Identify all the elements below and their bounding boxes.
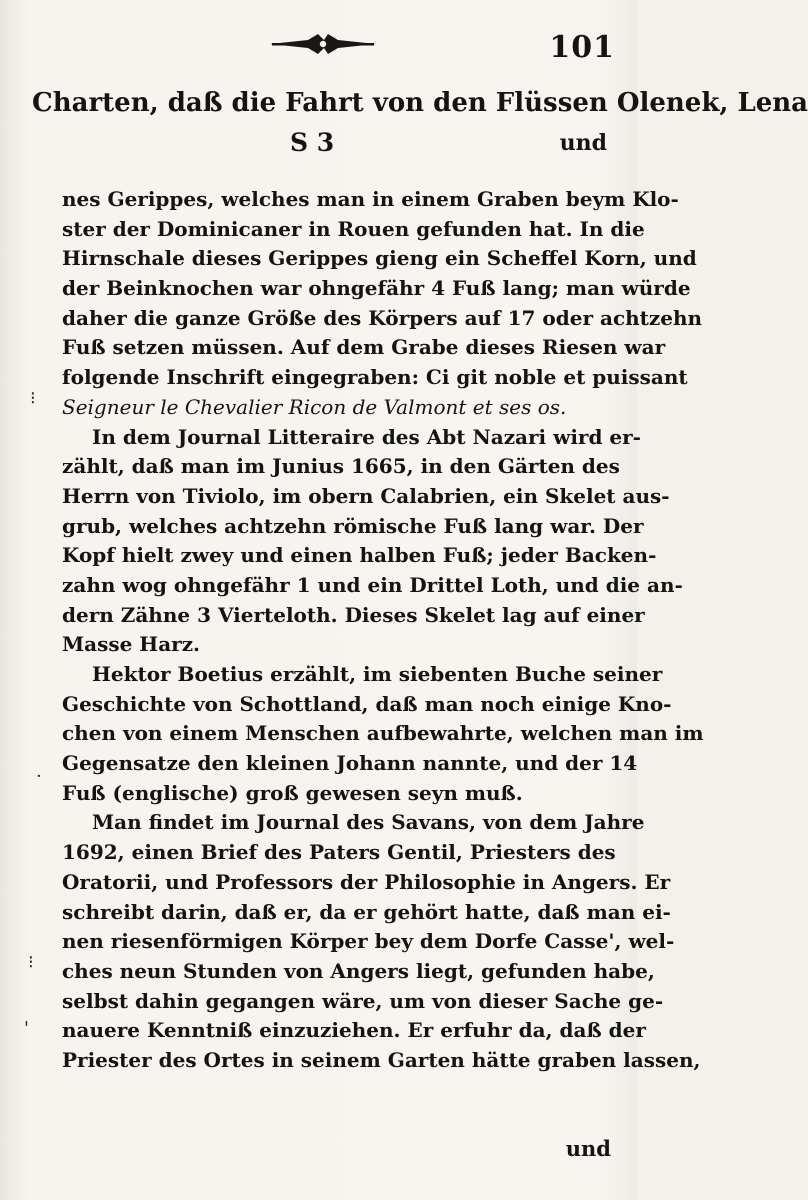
header-line: Charten, daß die Fahrt von den Flüssen Olenek, Lena <box>32 88 808 118</box>
text-line: nen riesenförmigen Körper bey dem Dorfe Casse', wel- <box>62 929 675 954</box>
text-line: Hirnschale dieses Gerippes gieng ein Scheffel Korn, und <box>62 246 697 271</box>
catchword-top: und <box>559 130 607 156</box>
text-line: grub, welches achtzehn römische Fuß lang war. Der <box>62 513 644 538</box>
text-line: Geschichte von Schottland, daß man noch einige Kno- <box>62 691 672 716</box>
text-line: zählt, daß man im Junius 1665, in den Gärten des <box>62 454 620 479</box>
margin-speck: ⁝ <box>30 388 36 409</box>
text-line: daher die ganze Größe des Körpers auf 17 oder achtzehn <box>62 305 703 330</box>
signature-mark: S 3 <box>290 128 335 157</box>
text-line: Masse Harz. <box>62 632 201 657</box>
text-line: folgende Inschrift eingegraben: Ci git noble et puissant <box>62 365 688 390</box>
margin-speck: · <box>36 766 42 787</box>
text-line: Hektor Boetius erzählt, im siebenten Buche seiner <box>92 662 663 686</box>
text-line: schreibt darin, daß er, da er gehört hatte, daß man ei- <box>62 899 671 924</box>
ornament-icon <box>268 30 378 58</box>
text-line: ches neun Stunden von Angers liegt, gefunden habe, <box>62 958 655 983</box>
text-line: chen von einem Menschen aufbewahrte, welchen man im <box>62 721 704 746</box>
text-line: zahn wog ohngefähr 1 und ein Drittel Loth, und die an- <box>62 572 683 597</box>
margin-speck: ⁝ <box>28 952 34 973</box>
text-line: ster der Dominicaner in Rouen gefunden hat. In die <box>62 216 645 241</box>
text-line: Fuß (englische) groß gewesen seyn muß. <box>62 780 523 805</box>
text-line: Fuß setzen müssen. Auf dem Grabe dieses Riesen war <box>62 335 666 360</box>
text-line: Priester des Ortes in seinem Garten hätte graben lassen, <box>62 1047 701 1072</box>
text-line: nes Gerippes, welches man in einem Graben beym Klo- <box>62 187 679 211</box>
text-line: Seigneur le Chevalier Ricon de Valmont et ses os. <box>62 394 567 419</box>
text-line: Kopf hielt zwey und einen halben Fuß; jeder Backen- <box>62 543 657 568</box>
margin-speck: ' <box>24 1018 29 1039</box>
text-line: der Beinknochen war ohngefähr 4 Fuß lang; man würde <box>62 276 691 301</box>
page-number: 101 <box>549 30 615 65</box>
text-line: dern Zähne 3 Vierteloth. Dieses Skelet lag auf einer <box>62 602 645 627</box>
text-line: In dem Journal Litteraire des Abt Nazari wird er- <box>92 424 641 449</box>
text-line: 1692, einen Brief des Paters Gentil, Priesters des <box>62 840 616 865</box>
text-line: Oratorii, und Professors der Philosophie in Angers. Er <box>62 869 671 894</box>
catchword-bottom: und <box>565 1136 611 1161</box>
text-line: Herrn von Tiviolo, im obern Calabrien, ein Skelet aus- <box>62 483 670 508</box>
body-text <box>62 185 704 1076</box>
text-line: nauere Kenntniß einzuziehen. Er erfuhr da, daß der <box>62 1018 646 1043</box>
text-line: Man findet im Journal des Savans, von dem Jahre <box>92 810 645 835</box>
text-line: selbst dahin gegangen wäre, um von dieser Sache ge- <box>62 988 664 1013</box>
text-line: Gegensatze den kleinen Johann nannte, und der 14 <box>62 751 638 776</box>
